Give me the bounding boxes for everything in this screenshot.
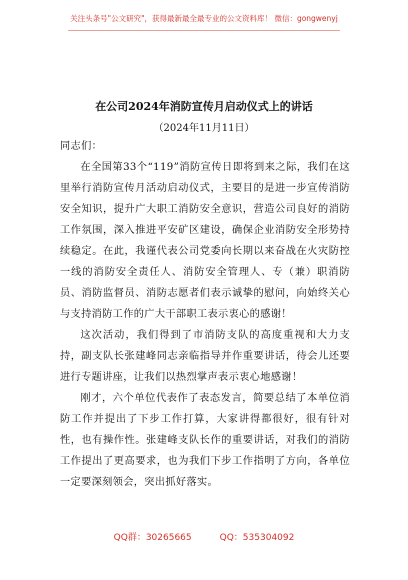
document-title: 在公司2024年消防宣传月启动仪式上的讲话 [95,100,313,113]
header-banner: 关注头条号"公文研究"，获得最新最全最专业的公文资料库！ 微信：gongwenyj [70,14,338,23]
document-date: （2024年11月11日） [153,123,255,134]
paragraph-3: 刚才，六个单位代表作了表态发言，简要总结了本单位消防工作并提出了下步工作打算，大家讲得都很好，很有针对性，也有操作性。张建峰支队长作的重要讲话，对我们的消防工作提出了更高要求，也为我们下步工作指明了方向，各单位一定要深刻领会，突出抓好落实。 [60,393,350,488]
document-body [60,136,350,493]
paragraph-2: 这次活动，我们得到了市消防支队的高度重视和大力支持，副支队长张建峰同志亲临指导并作重要讲话，待会儿还要进行专题讲座，让我们以热烈掌声表示衷心地感谢！ [60,330,350,383]
header-divider [68,30,340,31]
salutation: 同志们： [60,141,103,152]
footer-qq-group: QQ群：30265665 [113,533,192,543]
footer-qq: QQ：535304092 [219,533,295,543]
paragraph-1: 在全国第33个“119”消防宣传日即将到来之际，我们在这里举行消防宣传月活动启动仪式，主要目的是进一步宣传消防安全知识，提升广大职工消防安全意识，营造公司良好的消防工作氛围，深入推进平安矿区建设，确保企业消防安全形势持续稳定。在此，我谨代表公司党委向长期以来奋战在火灾防控一线的消防安全责任人、消防安全管理人、专（兼）职消防员、消防监督员、消防志愿者们表示诚挚的慰问，向始终关心与支持消防工作的广大干部职工表示衷心的感谢！ [60,162,350,320]
footer-contact [0,532,408,544]
